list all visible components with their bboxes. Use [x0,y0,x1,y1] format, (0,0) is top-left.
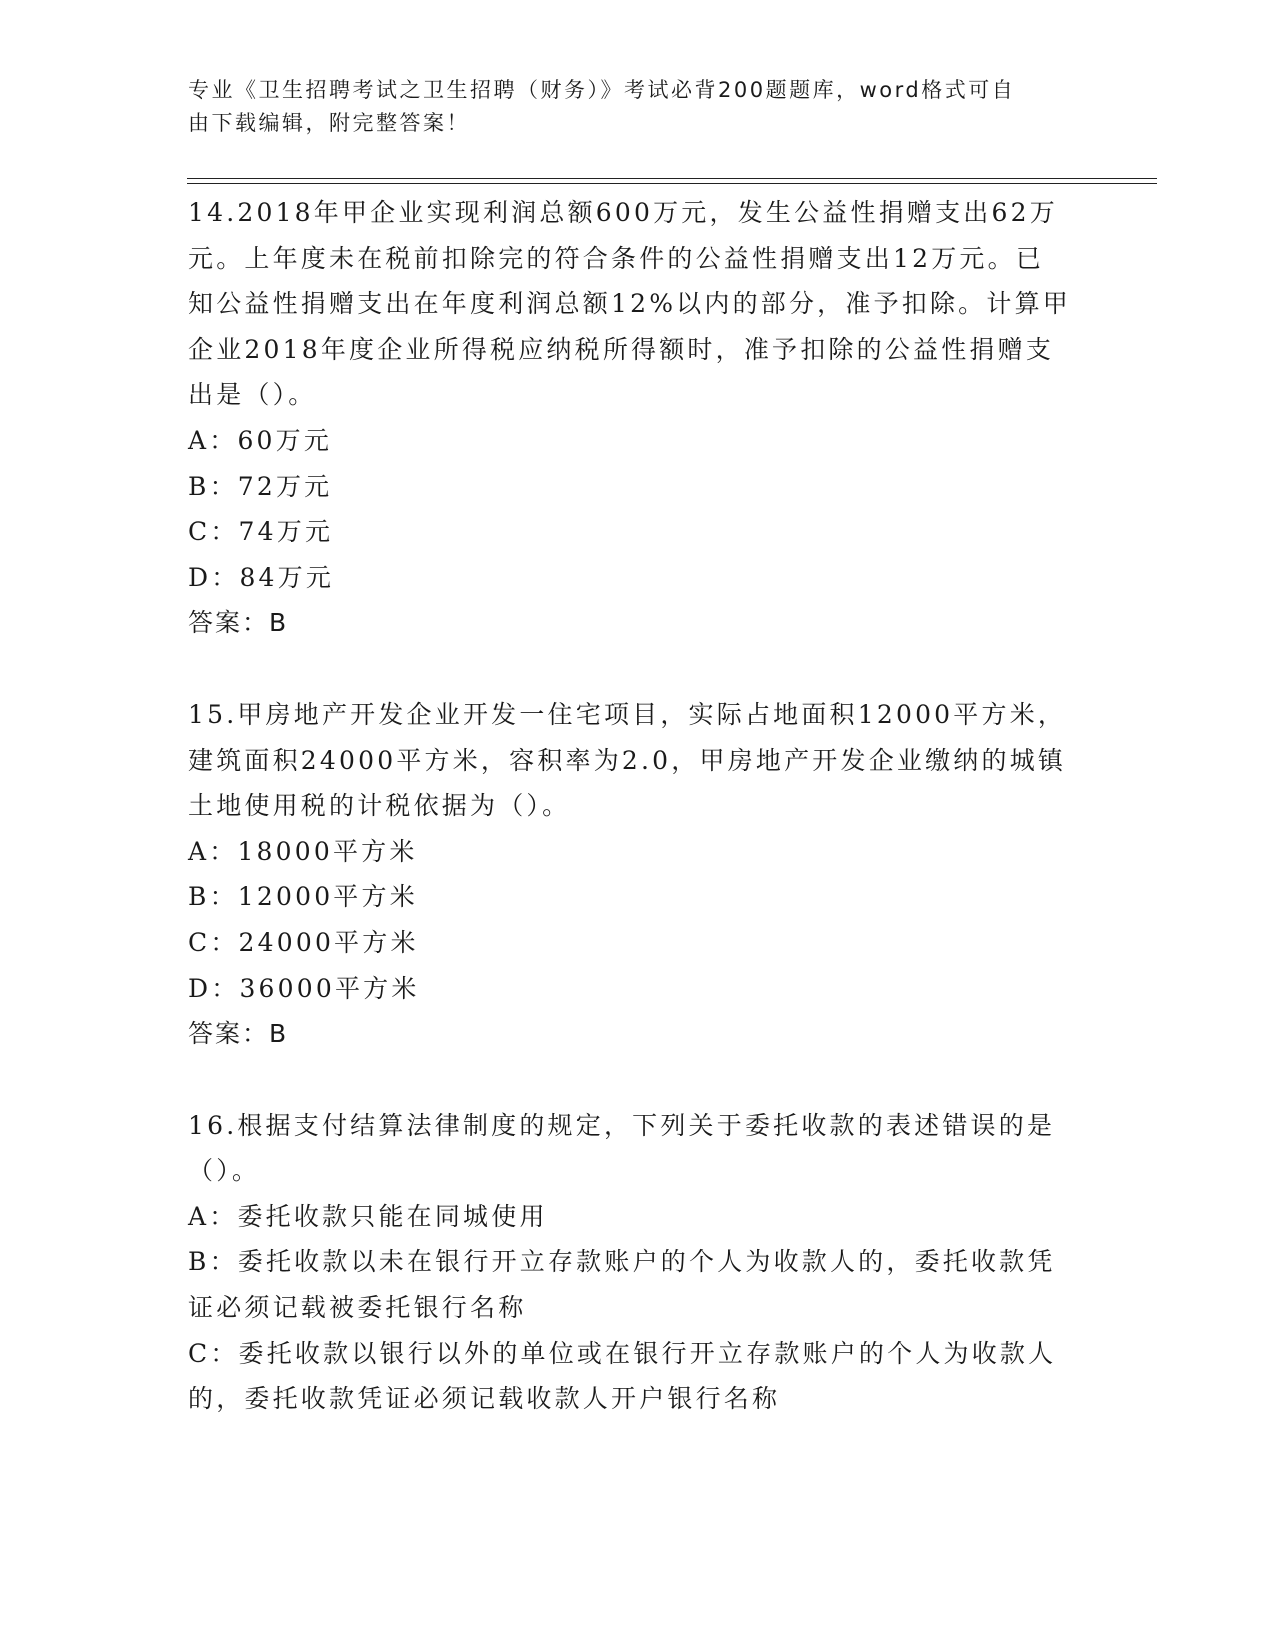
option-d: D：84万元 [188,562,335,592]
option-c-continued: 的，委托收款凭证必须记载收款人开户银行名称 [188,1384,781,1414]
document-header [188,74,1068,140]
question-list [188,190,1088,1422]
question-14 [188,190,1088,646]
question-text-line: 元。上年度未在税前扣除完的符合条件的公益性捐赠支出12万元。已 [188,243,1045,273]
header-divider-bottom [187,183,1157,184]
question-text-line: 建筑面积24000平方米，容积率为2.0，甲房地产开发企业缴纳的城镇 [188,745,1067,775]
question-text-line: 知公益性捐赠支出在年度利润总额12%以内的部分，准予扣除。计算甲 [188,289,1071,319]
option-a: A：60万元 [188,425,333,455]
option-c: C：74万元 [188,517,334,547]
header-line: 专业《卫生招聘考试之卫生招聘（财务）》考试必背200题题库，word格式可自 [188,78,1016,102]
option-a: A：委托收款只能在同城使用 [188,1201,548,1231]
question-text-line: 土地使用税的计税依据为（）。 [188,791,571,821]
question-spacer [188,1057,1088,1103]
option-b-continued: 证必须记载被委托银行名称 [188,1293,527,1323]
option-b: B：委托收款以未在银行开立存款账户的个人为收款人的，委托收款凭 [188,1247,1056,1277]
answer-label: 答案：B [188,608,289,638]
option-b: B：12000平方米 [188,882,418,912]
option-c: C：委托收款以银行以外的单位或在银行开立存款账户的个人为收款人 [188,1338,1057,1368]
question-text-line: 15.甲房地产开发企业开发一住宅项目，实际占地面积12000平方米， [188,699,1067,729]
option-c: C：24000平方米 [188,927,419,957]
header-divider-top [187,178,1157,179]
option-a: A：18000平方米 [188,836,418,866]
question-text-line: 16.根据支付结算法律制度的规定，下列关于委托收款的表述错误的是 [188,1110,1056,1140]
option-b: B：72万元 [188,471,333,501]
question-text-line: 企业2018年度企业所得税应纳税所得额时，准予扣除的公益性捐赠支 [188,334,1055,364]
header-line: 由下载编辑，附完整答案！ [188,111,470,135]
question-text-line: （）。 [188,1156,261,1186]
answer-label: 答案：B [188,1019,289,1049]
question-text-line: 出是（）。 [188,380,317,410]
question-spacer [188,646,1088,692]
question-15 [188,692,1088,1057]
option-d: D：36000平方米 [188,973,420,1003]
question-text-line: 14.2018年甲企业实现利润总额600万元，发生公益性捐赠支出62万 [188,198,1058,227]
question-16 [188,1103,1088,1422]
